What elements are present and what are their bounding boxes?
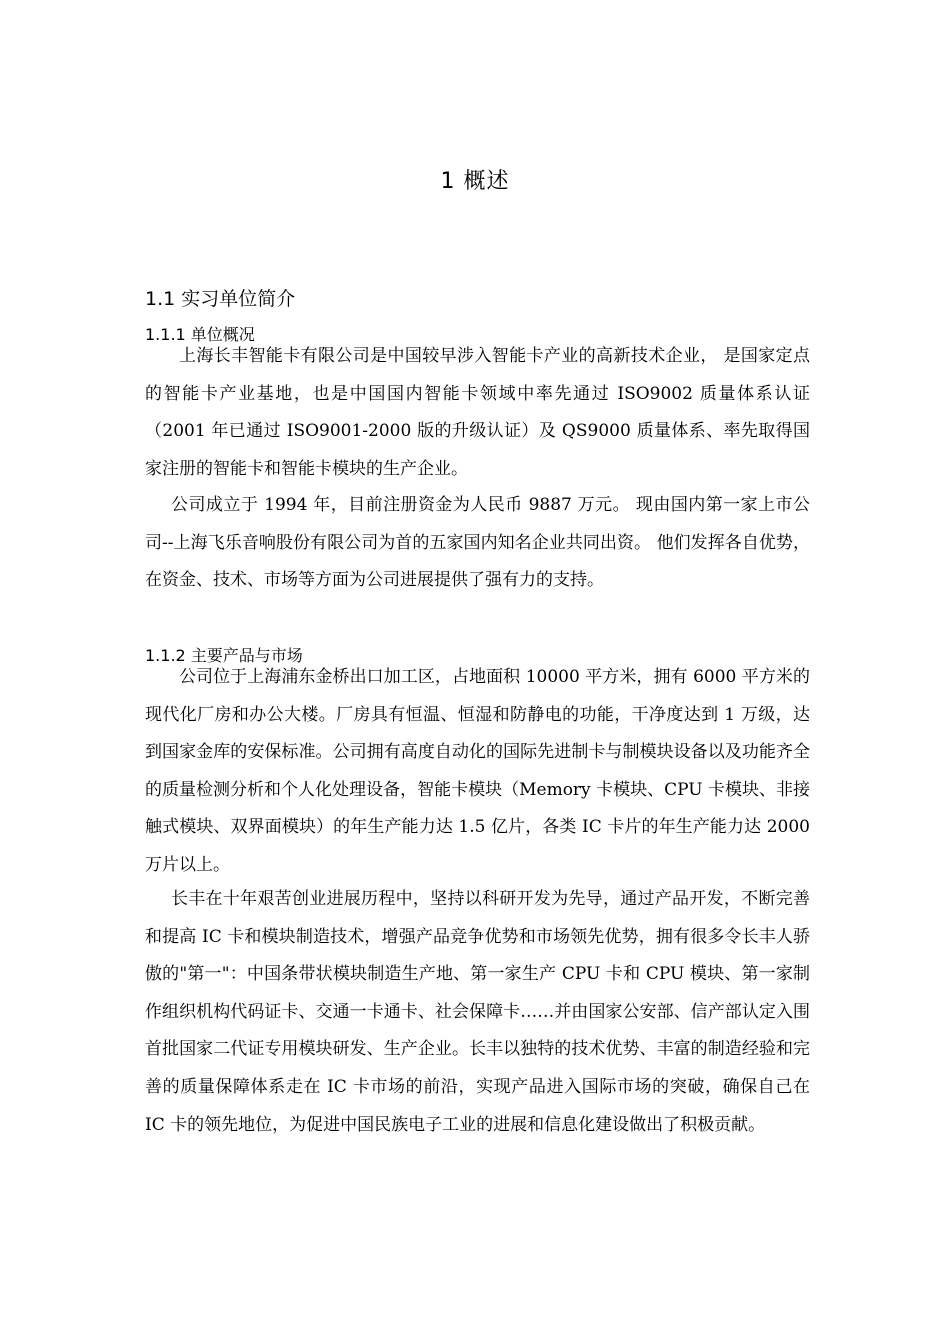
paragraph-company-founding: 公司成立于 1994 年，目前注册资金为人民币 9887 万元。 现由国内第一家上市公司--上海飞乐音响股份有限公司为首的五家国内知名企业共同出资。 他们发挥各自优势，在资金、技术、市场等方面为公司进展提供了强有力的支持。 bbox=[145, 495, 810, 591]
paragraph-achievements: 长丰在十年艰苦创业进展历程中，坚持以科研开发为先导，通过产品开发，不断完善和提高 IC 卡和模块制造技术，增强产品竞争优势和市场领先优势，拥有很多令长丰人骄傲的"第一"：中国条带状模块制造生产地、第一家生产 CPU 卡和 CPU 模块、第一家制作组织机构代码证卡、交通一卡通卡、社会保障卡……并由国家公安部、信产部认定入围首批国家二代证专用模块研发、生产企业。长丰以独特的技术优势、丰富的制造经验和完善的质量保障体系走在 IC 卡市场的前沿，实现产品进入国际市场的突破，确保自己在 IC 卡的领先地位，为促进中国民族电子工业的进展和信息化建设做出了积极贡献。 bbox=[145, 889, 810, 1135]
subsection-heading-1-1-2: 1.1.2 主要产品与市场 bbox=[145, 646, 303, 665]
chapter-title: 1 概述 bbox=[440, 169, 510, 194]
paragraph-facilities: 公司位于上海浦东金桥出口加工区，占地面积 10000 平方米，拥有 6000 平方米的现代化厂房和办公大楼。厂房具有恒温、恒湿和防静电的功能，干净度达到 1 万级，达到国家金库的安保标准。公司拥有高度自动化的国际先进制卡与制模块设备以及功能齐全的质量检测分析和个人化处理设备，智能卡模块（Memory 卡模块、CPU 卡模块、非接触式模块、双界面模块）的年生产能力达 1.5 亿片，各类 IC 卡片的年生产能力达 2000 万片以上。 bbox=[145, 667, 810, 875]
paragraph-company-overview: 上海长丰智能卡有限公司是中国较早涉入智能卡产业的高新技术企业， 是国家定点的智能卡产业基地，也是中国国内智能卡领域中率先通过 ISO9002 质量体系认证 （2001 年已通过 ISO9001-2000 版的升级认证）及 QS9000 质量体系、率先取得国家注册的智能卡和智能卡模块的生产企业。 bbox=[145, 346, 810, 479]
subsection-heading-1-1-1: 1.1.1 单位概况 bbox=[145, 325, 255, 344]
section-heading-1-1: 1.1 实习单位简介 bbox=[145, 288, 296, 310]
